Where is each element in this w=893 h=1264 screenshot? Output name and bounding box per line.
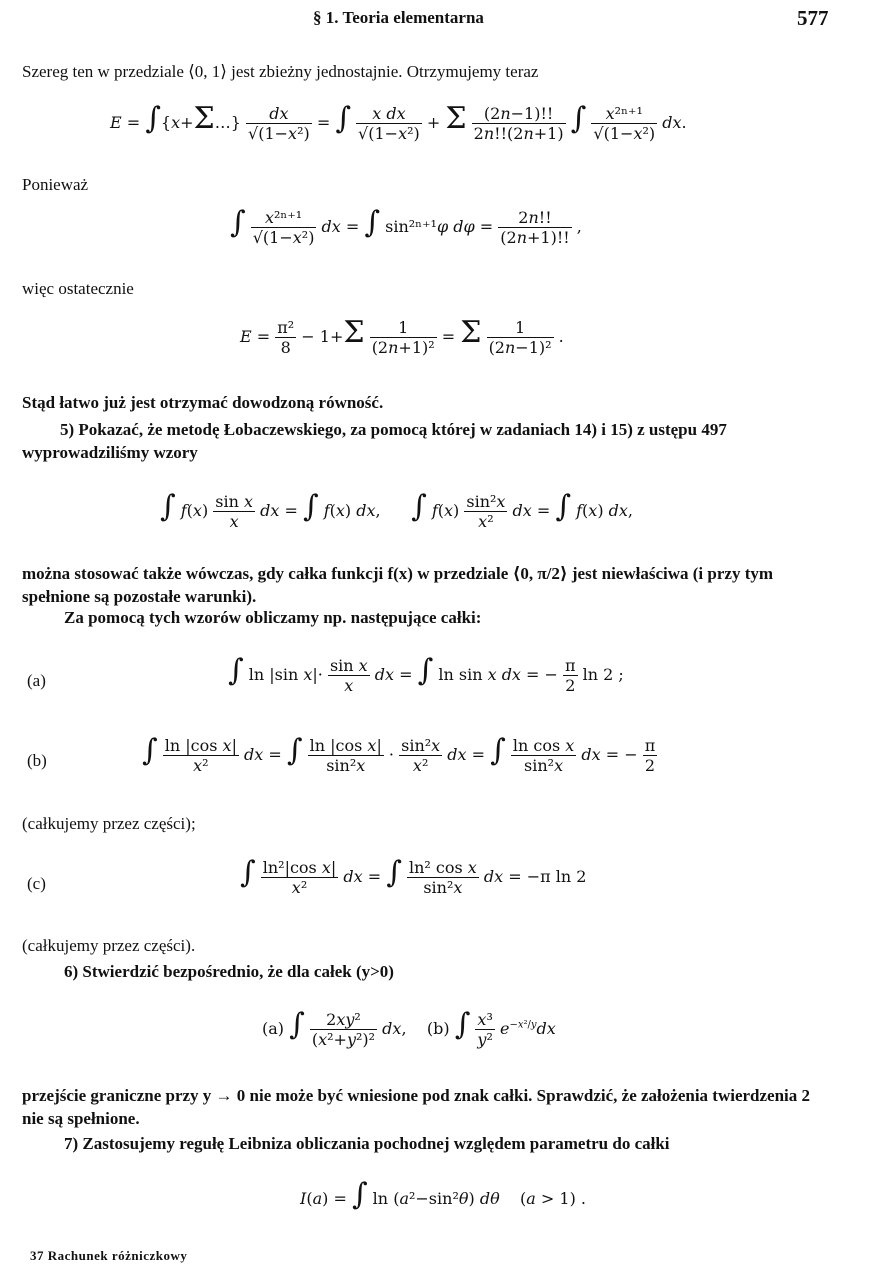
paragraph-2: Ponieważ	[22, 175, 89, 194]
paragraph-1: Szereg ten w przedziale ⟨0, 1⟩ jest zbieżny jednostajnie. Otrzymujemy teraz	[22, 62, 539, 81]
equation-c: ∫ $\frac{\text{ln²|cos x|}}{\text{x²}}$ dx = ∫ $\frac{\text{ln² cos x}}{\text{sin²x}}$ dx = −π ln 2	[240, 855, 587, 897]
equation-6-integrals: (a) ∫ $\frac{\text{2xy²}}{\text{(x²+y²)²}}$ dx, (b) ∫ $\frac{\text{x³}}{\text{y²}}$ $e^{-x^2/y}dx$	[262, 1007, 556, 1049]
paragraph-9: (całkujemy przez części).	[22, 936, 196, 955]
paragraph-10: 6) Stwierdzić bezpośrednio, że dla całek (y>0)	[64, 962, 394, 981]
equation-E-final: E = $\frac{\text{π²}}{8}$ − 1+Σ $\frac{1}{\text{(2n+1)²}}$ = Σ $\frac{1}{\text{(2n−1)²}}$ .	[240, 315, 564, 357]
paragraph-5: 5) Pokazać, że metodę Łobaczewskiego, za pomocą której w zadaniach 14) i 15) z ustępu 497 wyprowadziliśmy wzory	[22, 420, 727, 462]
equation-a: ∫ ln |sin x|· $\frac{\text{sin x}}{x}$ dx = ∫ ln sin x dx = − $\frac{\pi}{2}$ ln 2 ;	[228, 653, 624, 695]
paragraph-6: można stosować także wówczas, gdy całka funkcji f(x) w przedziale ⟨0, π/2⟩ jest niewłaściwa (i przy tym spełnione są pozostałe warunki).	[22, 564, 774, 606]
paragraph-3: więc ostatecznie	[22, 279, 134, 298]
page-number: 577	[797, 6, 829, 30]
equation-I-a: I(a) = ∫ ln (a²−sin²θ) dθ (a > 1) .	[300, 1177, 587, 1212]
equation-lobachevsky-formulas: ∫ f(x) $\frac{\text{sin x}}{x}$ dx = ∫ f(x) dx, ∫ f(x) $\frac{\text{sin²x}}{\text{x²}}$ dx = ∫ f(x) dx,	[160, 489, 633, 531]
label-a: (a)	[27, 671, 46, 690]
paragraph-4: Stąd łatwo już jest otrzymać dowodzoną równość.	[22, 393, 384, 412]
paragraph-12: 7) Zastosujemy regułę Leibniza obliczania pochodnej względem parametru do całki	[64, 1134, 670, 1153]
label-b: (b)	[27, 751, 47, 770]
paragraph-11: przejście graniczne przy y → 0 nie może być wniesione pod znak całki. Sprawdzić, że założenia twierdzenia 2 nie są spełnione.	[22, 1086, 811, 1128]
paragraph-7: Za pomocą tych wzorów obliczamy np. następujące całki:	[64, 608, 482, 627]
paragraph-8: (całkujemy przez części);	[22, 814, 196, 833]
equation-sin-integral: ∫ $\frac{\text{x²ⁿ⁺¹}}{\text{√(1−x²)}}$ dx = ∫ sin²ⁿ⁺¹φ dφ = $\frac{2n!!}{(2n+1)!!}$ ,	[230, 205, 582, 247]
label-c: (c)	[27, 874, 46, 893]
equation-E-series: E = ∫{x+Σ…} $\frac{dx}{\text{√(1−x²)}}$ = ∫ $\frac{\text{x dx}}{\text{√(1−x²)}}$ + Σ $\frac{(2n-1)!!}{2n!!(2n+1)}$ ∫ $\frac{\text{x²ⁿ⁺¹}}{\text{√(1−x²)}}$ dx.	[110, 101, 687, 143]
running-header: § 1. Teoria elementarna	[313, 8, 484, 27]
footer-signature: 37 Rachunek różniczkowy	[30, 1248, 188, 1263]
equation-b: ∫ $\frac{\text{ln |cos x|}}{\text{x²}}$ dx = ∫ $\frac{\text{ln |cos x|}}{\text{sin²x}}$ · $\frac{\text{sin²x}}{\text{x²}}$ dx = ∫ $\frac{\text{ln cos x}}{\text{sin²x}}$ dx = − $\frac{\pi}{2}$	[142, 733, 656, 775]
